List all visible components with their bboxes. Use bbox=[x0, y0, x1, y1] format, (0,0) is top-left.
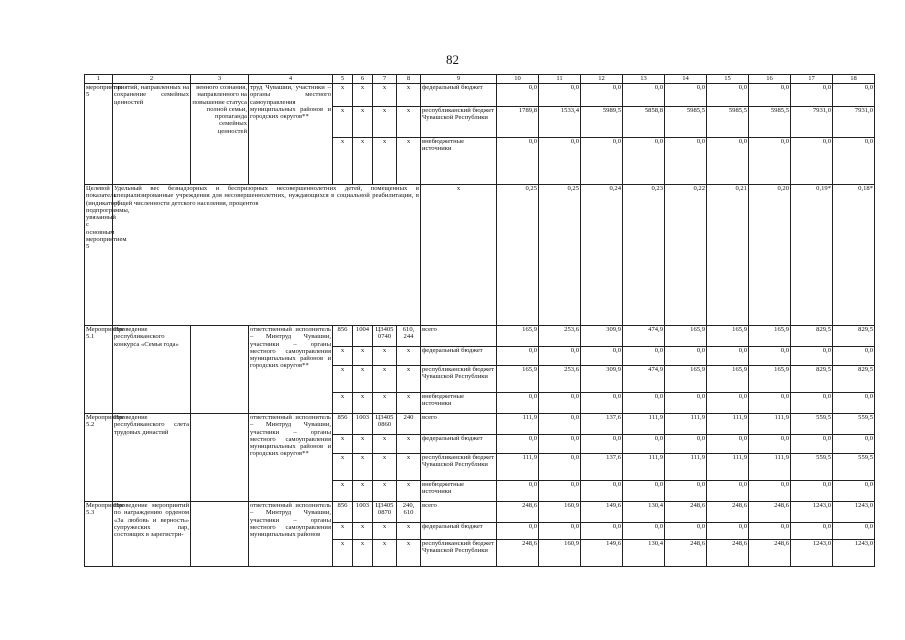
value-cell: 1243,0 bbox=[791, 502, 833, 523]
code-c7: х bbox=[373, 523, 397, 540]
column-number: 3 bbox=[191, 75, 249, 84]
code-c7: х bbox=[373, 84, 397, 107]
value-cell: 0,0 bbox=[581, 138, 623, 185]
value-cell: 1789,8 bbox=[497, 107, 539, 138]
code-c5: х bbox=[333, 523, 353, 540]
funding-source: республиканский бюджет Чувашской Республики bbox=[421, 107, 497, 138]
value-cell: 0,0 bbox=[791, 393, 833, 414]
measure-name: Проведение мероприятий по награждению орденом «За любовь и верность» супружеских пар, состоящих в зарегистри- bbox=[113, 502, 191, 567]
value-cell: 111,9 bbox=[497, 414, 539, 435]
value-cell: 0,0 bbox=[749, 523, 791, 540]
value-cell: 111,9 bbox=[749, 454, 791, 481]
code-c7: х bbox=[373, 393, 397, 414]
code-c8: х bbox=[397, 138, 421, 185]
code-c7: х bbox=[373, 107, 397, 138]
code-c5: х bbox=[333, 366, 353, 393]
code-c8: 240 bbox=[397, 414, 421, 435]
column-number: 16 bbox=[749, 75, 791, 84]
column-number: 13 bbox=[623, 75, 665, 84]
value-cell: 165,9 bbox=[665, 366, 707, 393]
code-c5: х bbox=[333, 84, 353, 107]
value-cell: 0,0 bbox=[707, 84, 749, 107]
target-value: 0,20 bbox=[749, 185, 791, 326]
code-c8: х bbox=[397, 84, 421, 107]
value-cell: 559,5 bbox=[833, 454, 875, 481]
value-cell: 829,5 bbox=[833, 326, 875, 347]
funding-source: внебюджетные источники bbox=[421, 393, 497, 414]
value-cell: 0,0 bbox=[665, 481, 707, 502]
value-cell: 0,0 bbox=[539, 138, 581, 185]
value-cell: 0,0 bbox=[833, 84, 875, 107]
value-cell: 165,9 bbox=[497, 366, 539, 393]
column-number: 8 bbox=[397, 75, 421, 84]
value-cell: 829,5 bbox=[833, 366, 875, 393]
value-cell: 559,5 bbox=[833, 414, 875, 435]
code-c7: х bbox=[373, 366, 397, 393]
funding-source: республиканский бюджет Чувашской Республики bbox=[421, 366, 497, 393]
value-cell: 1243,0 bbox=[791, 540, 833, 567]
value-cell: 137,6 bbox=[581, 414, 623, 435]
code-c7: х bbox=[373, 138, 397, 185]
code-c6: х bbox=[353, 454, 373, 481]
header-row bbox=[85, 75, 875, 84]
value-cell: 0,0 bbox=[623, 393, 665, 414]
table-row bbox=[85, 502, 875, 523]
column-number: 1 bbox=[85, 75, 113, 84]
target-text: Удельный вес безнадзорных и беспризорных несовершеннолетних детей, помещенных в специализированные учреждения для несовершеннолетних, нуждающихся в социальной реабилитации, в общей численности детского населения, процентов bbox=[113, 185, 421, 326]
funding-source: федеральный бюджет bbox=[421, 84, 497, 107]
code-c5: х bbox=[333, 347, 353, 366]
measure-goal bbox=[191, 326, 249, 414]
value-cell: 111,9 bbox=[749, 414, 791, 435]
value-cell: 1533,4 bbox=[539, 107, 581, 138]
target-value: 0,25 bbox=[539, 185, 581, 326]
measure-name: Проведение республиканского слета трудовых династий bbox=[113, 414, 191, 502]
value-cell: 165,9 bbox=[749, 326, 791, 347]
value-cell: 559,5 bbox=[791, 414, 833, 435]
value-cell: 0,0 bbox=[665, 393, 707, 414]
value-cell: 165,9 bbox=[707, 326, 749, 347]
value-cell: 0,0 bbox=[497, 138, 539, 185]
code-c6: х bbox=[353, 84, 373, 107]
code-c8: 240, 610 bbox=[397, 502, 421, 523]
value-cell: 149,6 bbox=[581, 540, 623, 567]
value-cell: 7931,0 bbox=[833, 107, 875, 138]
value-cell: 0,0 bbox=[833, 523, 875, 540]
measure-goal bbox=[191, 502, 249, 567]
column-number: 10 bbox=[497, 75, 539, 84]
value-cell: 248,6 bbox=[707, 502, 749, 523]
column-number: 6 bbox=[353, 75, 373, 84]
funding-source: всего bbox=[421, 326, 497, 347]
funding-source: внебюджетные источники bbox=[421, 138, 497, 185]
value-cell: 165,9 bbox=[497, 326, 539, 347]
value-cell: 0,0 bbox=[623, 435, 665, 454]
funding-source: федеральный бюджет bbox=[421, 347, 497, 366]
value-cell: 160,9 bbox=[539, 502, 581, 523]
value-cell: 0,0 bbox=[707, 138, 749, 185]
code-c7: х bbox=[373, 347, 397, 366]
code-c8: х bbox=[397, 435, 421, 454]
code-c8: х bbox=[397, 523, 421, 540]
column-number: 15 bbox=[707, 75, 749, 84]
value-cell: 0,0 bbox=[833, 347, 875, 366]
code-c7: Ц3405 0870 bbox=[373, 502, 397, 523]
value-cell: 248,6 bbox=[749, 540, 791, 567]
code-c8: х bbox=[397, 481, 421, 502]
funding-source: федеральный бюджет bbox=[421, 435, 497, 454]
code-c6: х bbox=[353, 523, 373, 540]
value-cell: 0,0 bbox=[581, 84, 623, 107]
code-c6: х bbox=[353, 347, 373, 366]
value-cell: 130,4 bbox=[623, 502, 665, 523]
value-cell: 0,0 bbox=[497, 481, 539, 502]
value-cell: 0,0 bbox=[665, 523, 707, 540]
column-number: 9 bbox=[421, 75, 497, 84]
value-cell: 111,9 bbox=[623, 414, 665, 435]
code-c6: 1004 bbox=[353, 326, 373, 347]
code-c8: х bbox=[397, 366, 421, 393]
value-cell: 0,0 bbox=[581, 435, 623, 454]
value-cell: 0,0 bbox=[707, 481, 749, 502]
value-cell: 829,5 bbox=[791, 366, 833, 393]
code-c7: х bbox=[373, 540, 397, 567]
value-cell: 137,6 bbox=[581, 454, 623, 481]
value-cell: 0,0 bbox=[707, 347, 749, 366]
code-c8: х bbox=[397, 107, 421, 138]
code-c5: х bbox=[333, 393, 353, 414]
value-cell: 0,0 bbox=[833, 138, 875, 185]
column-number: 14 bbox=[665, 75, 707, 84]
value-cell: 0,0 bbox=[581, 481, 623, 502]
target-row bbox=[85, 185, 875, 326]
value-cell: 0,0 bbox=[791, 84, 833, 107]
code-c8: 610, 244 bbox=[397, 326, 421, 347]
target-value: 0,24 bbox=[581, 185, 623, 326]
value-cell: 0,0 bbox=[749, 84, 791, 107]
value-cell: 0,0 bbox=[497, 347, 539, 366]
value-cell: 559,5 bbox=[791, 454, 833, 481]
value-cell: 0,0 bbox=[497, 435, 539, 454]
value-cell: 0,0 bbox=[539, 435, 581, 454]
funding-source: внебюджетные источники bbox=[421, 481, 497, 502]
code-c8: х bbox=[397, 393, 421, 414]
column-number: 17 bbox=[791, 75, 833, 84]
column-number: 11 bbox=[539, 75, 581, 84]
column-number: 18 bbox=[833, 75, 875, 84]
target-value: 0,18* bbox=[833, 185, 875, 326]
value-cell: 111,9 bbox=[665, 414, 707, 435]
value-cell: 248,6 bbox=[497, 502, 539, 523]
value-cell: 0,0 bbox=[833, 435, 875, 454]
value-cell: 0,0 bbox=[749, 393, 791, 414]
code-c5: 856 bbox=[333, 414, 353, 435]
column-number: 4 bbox=[249, 75, 333, 84]
value-cell: 0,0 bbox=[623, 84, 665, 107]
value-cell: 0,0 bbox=[833, 481, 875, 502]
value-cell: 0,0 bbox=[707, 435, 749, 454]
value-cell: 309,9 bbox=[581, 326, 623, 347]
value-cell: 0,0 bbox=[497, 84, 539, 107]
value-cell: 0,0 bbox=[539, 84, 581, 107]
measure-name: приятий, направленных на сохранение семейных ценностей bbox=[113, 84, 191, 185]
value-cell: 111,9 bbox=[623, 454, 665, 481]
program-table bbox=[84, 74, 875, 567]
value-cell: 5985,5 bbox=[749, 107, 791, 138]
code-c6: х bbox=[353, 393, 373, 414]
value-cell: 0,0 bbox=[749, 481, 791, 502]
code-c6: х bbox=[353, 107, 373, 138]
value-cell: 111,9 bbox=[497, 454, 539, 481]
measure-label: мероприятие 5 bbox=[85, 84, 113, 185]
executor: ответственный исполнитель – Минтруд Чувашии, участники – органы местного самоуправления муниципальных районов и городских округов** bbox=[249, 414, 333, 502]
column-number: 2 bbox=[113, 75, 191, 84]
column-number: 5 bbox=[333, 75, 353, 84]
value-cell: 0,0 bbox=[623, 481, 665, 502]
value-cell: 0,0 bbox=[539, 393, 581, 414]
target-value: 0,25 bbox=[497, 185, 539, 326]
code-c5: х bbox=[333, 540, 353, 567]
code-c5: х bbox=[333, 435, 353, 454]
column-number: 7 bbox=[373, 75, 397, 84]
value-cell: 130,4 bbox=[623, 540, 665, 567]
code-c8: х bbox=[397, 540, 421, 567]
code-c7: х bbox=[373, 481, 397, 502]
value-cell: 0,0 bbox=[749, 347, 791, 366]
value-cell: 149,6 bbox=[581, 502, 623, 523]
target-value: 0,21 bbox=[707, 185, 749, 326]
value-cell: 5985,5 bbox=[707, 107, 749, 138]
code-c6: 1003 bbox=[353, 414, 373, 435]
value-cell: 1243,0 bbox=[833, 540, 875, 567]
measure-goal bbox=[191, 414, 249, 502]
value-cell: 5985,5 bbox=[665, 107, 707, 138]
value-cell: 248,6 bbox=[665, 502, 707, 523]
code-c6: х bbox=[353, 481, 373, 502]
funding-source: республиканский бюджет Чувашской Республики bbox=[421, 540, 497, 567]
measure-goal: венного сознания, направленного на повышение статуса полной семьи, пропаганда семейных ценностей bbox=[191, 84, 249, 185]
value-cell: 0,0 bbox=[497, 523, 539, 540]
value-cell: 0,0 bbox=[791, 435, 833, 454]
value-cell: 0,0 bbox=[749, 435, 791, 454]
value-cell: 253,6 bbox=[539, 326, 581, 347]
value-cell: 248,6 bbox=[665, 540, 707, 567]
value-cell: 0,0 bbox=[833, 393, 875, 414]
value-cell: 253,6 bbox=[539, 366, 581, 393]
value-cell: 111,9 bbox=[707, 454, 749, 481]
value-cell: 0,0 bbox=[749, 138, 791, 185]
value-cell: 0,0 bbox=[665, 138, 707, 185]
value-cell: 0,0 bbox=[581, 523, 623, 540]
funding-source: федеральный бюджет bbox=[421, 523, 497, 540]
value-cell: 0,0 bbox=[623, 523, 665, 540]
code-c8: х bbox=[397, 454, 421, 481]
table-row bbox=[85, 326, 875, 347]
code-c6: х bbox=[353, 540, 373, 567]
value-cell: 111,9 bbox=[665, 454, 707, 481]
executor: труд Чувашии, участники – органы местного самоуправления муниципальных районов и городских округов** bbox=[249, 84, 333, 185]
value-cell: 0,0 bbox=[791, 138, 833, 185]
value-cell: 1243,0 bbox=[833, 502, 875, 523]
target-value: 0,19* bbox=[791, 185, 833, 326]
value-cell: 0,0 bbox=[665, 347, 707, 366]
code-c6: х bbox=[353, 138, 373, 185]
value-cell: 474,9 bbox=[623, 366, 665, 393]
code-c5: х bbox=[333, 107, 353, 138]
code-c7: Ц3405 0740 bbox=[373, 326, 397, 347]
value-cell: 165,9 bbox=[707, 366, 749, 393]
value-cell: 5858,8 bbox=[623, 107, 665, 138]
value-cell: 165,9 bbox=[749, 366, 791, 393]
code-c7: х bbox=[373, 435, 397, 454]
value-cell: 248,6 bbox=[707, 540, 749, 567]
code-c6: х bbox=[353, 435, 373, 454]
value-cell: 248,6 bbox=[497, 540, 539, 567]
value-cell: 7931,0 bbox=[791, 107, 833, 138]
measure-label: Мероприятие 5.3 bbox=[85, 502, 113, 567]
value-cell: 0,0 bbox=[497, 393, 539, 414]
value-cell: 0,0 bbox=[707, 393, 749, 414]
value-cell: 0,0 bbox=[791, 347, 833, 366]
value-cell: 0,0 bbox=[707, 523, 749, 540]
value-cell: 0,0 bbox=[539, 523, 581, 540]
table-row bbox=[85, 414, 875, 435]
executor: ответственный исполнитель – Минтруд Чувашии, участники – органы местного самоуправления муниципальных районов bbox=[249, 502, 333, 567]
measure-name: Проведение республиканского конкурса «Семья года» bbox=[113, 326, 191, 414]
funding-source: республиканский бюджет Чувашской Республики bbox=[421, 454, 497, 481]
value-cell: 0,0 bbox=[665, 435, 707, 454]
value-cell: 474,9 bbox=[623, 326, 665, 347]
value-cell: 111,9 bbox=[707, 414, 749, 435]
value-cell: 0,0 bbox=[581, 347, 623, 366]
code-c5: х bbox=[333, 481, 353, 502]
value-cell: 0,0 bbox=[623, 347, 665, 366]
code-c5: х bbox=[333, 138, 353, 185]
funding-source: всего bbox=[421, 414, 497, 435]
code-c5: 856 bbox=[333, 326, 353, 347]
value-cell: 0,0 bbox=[539, 454, 581, 481]
code-c5: 856 bbox=[333, 502, 353, 523]
code-c6: х bbox=[353, 366, 373, 393]
target-value: 0,23 bbox=[623, 185, 665, 326]
table-row bbox=[85, 84, 875, 107]
executor: ответственный исполнитель – Минтруд Чувашии, участники – органы местного самоуправления муниципальных районов и городских округов** bbox=[249, 326, 333, 414]
value-cell: 0,0 bbox=[539, 347, 581, 366]
target-label: Целевой показатель (индикатор) подпрограммы, увязанный с основным мероприятием 5 bbox=[85, 185, 113, 326]
funding-source: всего bbox=[421, 502, 497, 523]
target-c9: х bbox=[421, 185, 497, 326]
target-value: 0,22 bbox=[665, 185, 707, 326]
value-cell: 829,5 bbox=[791, 326, 833, 347]
value-cell: 0,0 bbox=[539, 481, 581, 502]
value-cell: 0,0 bbox=[623, 138, 665, 185]
code-c7: х bbox=[373, 454, 397, 481]
value-cell: 160,9 bbox=[539, 540, 581, 567]
value-cell: 0,0 bbox=[581, 393, 623, 414]
value-cell: 0,0 bbox=[665, 84, 707, 107]
value-cell: 165,9 bbox=[665, 326, 707, 347]
value-cell: 309,9 bbox=[581, 366, 623, 393]
page-number: 82 bbox=[446, 52, 459, 67]
value-cell: 5989,5 bbox=[581, 107, 623, 138]
column-number: 12 bbox=[581, 75, 623, 84]
value-cell: 0,0 bbox=[791, 481, 833, 502]
measure-label: Мероприятие 5.2 bbox=[85, 414, 113, 502]
code-c6: 1003 bbox=[353, 502, 373, 523]
code-c7: Ц3405 0860 bbox=[373, 414, 397, 435]
value-cell: 0,0 bbox=[539, 414, 581, 435]
measure-label: Мероприятие 5.1 bbox=[85, 326, 113, 414]
code-c8: х bbox=[397, 347, 421, 366]
code-c5: х bbox=[333, 454, 353, 481]
value-cell: 248,6 bbox=[749, 502, 791, 523]
value-cell: 0,0 bbox=[791, 523, 833, 540]
